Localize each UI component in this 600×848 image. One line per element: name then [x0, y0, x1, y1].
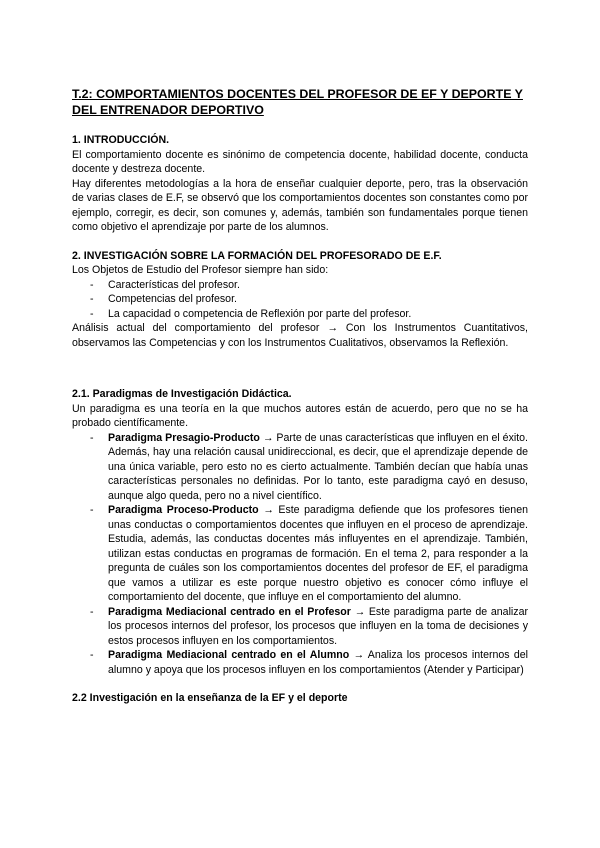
paradigm-text: → Analiza los procesos internos del alumno y apoya que los procesos influyen en los comportamientos (Atender y Participar)	[108, 649, 528, 676]
paradigm-item	[72, 605, 528, 649]
paradigm-text: → Este paradigma defiende que los profesores tienen unas conductas o comportamientos docentes que influyen en el proceso de aprendizaje. Estudia, además, las conductas docentes más influyentes en el aprendizaje. También, utilizan estas conductas en programas de formación. En el tema 2, para responder a la pregunta de cuáles son los comportamientos docentes del profesor de EF, el paradigma que vamos a utilizar es este porque nuestro objetivo es conocer cómo influye el comportamiento del docente, que influye en el comportamiento del alumno.	[108, 504, 528, 603]
document-title: T.2: COMPORTAMIENTOS DOCENTES DEL PROFESOR DE EF Y DEPORTE Y DEL ENTRENADOR DEPORTIVO	[72, 87, 523, 117]
section-1-paragraph-1: El comportamiento docente es sinónimo de competencia docente, habilidad docente, conducta docente y destreza docente.	[72, 148, 528, 175]
paradigm-list	[72, 431, 528, 678]
dash-marker: -	[90, 504, 94, 516]
dash-marker: -	[90, 431, 94, 444]
paradigm-item	[72, 431, 528, 504]
section-2-2-heading: 2.2 Investigación en la enseñanza de la EF y el deporte	[72, 692, 348, 704]
section-2-heading: 2. INVESTIGACIÓN SOBRE LA FORMACIÓN DEL PROFESORADO DE E.F.	[72, 249, 442, 262]
paradigm-text: → Este paradigma parte de analizar los procesos internos del profesor, los procesos que influyen en la toma de decisiones y estos procesos influyen en los comportamientos.	[108, 605, 528, 647]
paradigm-term: Paradigma Mediacional centrado en el Alumno	[108, 649, 350, 661]
section-1-heading: 1. INTRODUCCIÓN.	[72, 134, 170, 146]
dash-marker: -	[90, 293, 94, 305]
list-item: - La capacidad o competencia de Reflexión por parte del profesor.	[90, 307, 412, 320]
section-1-paragraph-2: Hay diferentes metodologías a la hora de enseñar cualquier deporte, pero, tras la observación de varias clases de E.F, se observó que los comportamientos docentes son constantes como por ejemplo, corregir, es decir, son comunes y, además, también son fundamentales porque tienen como objetivo el aprendizaje por parte de los alumnos.	[72, 177, 528, 233]
dash-marker: -	[90, 649, 94, 661]
dash-marker: -	[90, 605, 94, 618]
paradigm-item	[72, 648, 528, 677]
paradigm-term: Paradigma Proceso-Producto	[108, 504, 259, 516]
section-2-1-heading: 2.1. Paradigmas de Investigación Didáctica.	[72, 388, 292, 400]
section-2-intro: Los Objetos de Estudio del Profesor siempre han sido:	[72, 264, 329, 276]
section-2-1-intro: Un paradigma es una teoría en la que muchos autores están de acuerdo, pero que no se ha probado científicamente.	[72, 402, 528, 429]
paradigm-item	[72, 503, 528, 605]
document-page	[72, 86, 528, 706]
paradigm-term: Paradigma Mediacional centrado en el Profesor	[108, 605, 351, 618]
dash-marker: -	[90, 278, 94, 291]
dash-marker: -	[90, 307, 94, 320]
list-item: - Características del profesor.	[90, 278, 240, 291]
paradigm-text: → Parte de unas características que influyen en el éxito. Además, hay una relación causal unidireccional, es decir, que el aprendizaje depende de una única variable, pero esto no es cierto actualmente. También decían que había unas características personales no definidas. Por lo tanto, este paradigma cayó en desuso, aunque algo queda, pero no a nivel científico.	[108, 431, 528, 502]
list-item: - Competencias del profesor.	[90, 293, 237, 305]
paradigm-term: Paradigma Presagio-Producto	[108, 431, 260, 444]
section-2-list	[72, 278, 528, 322]
section-2-analysis: Análisis actual del comportamiento del profesor → Con los Instrumentos Cuantitativos, observamos las Competencias y con los Instrumentos Cualitativos, observamos la Reflexión.	[72, 322, 528, 349]
